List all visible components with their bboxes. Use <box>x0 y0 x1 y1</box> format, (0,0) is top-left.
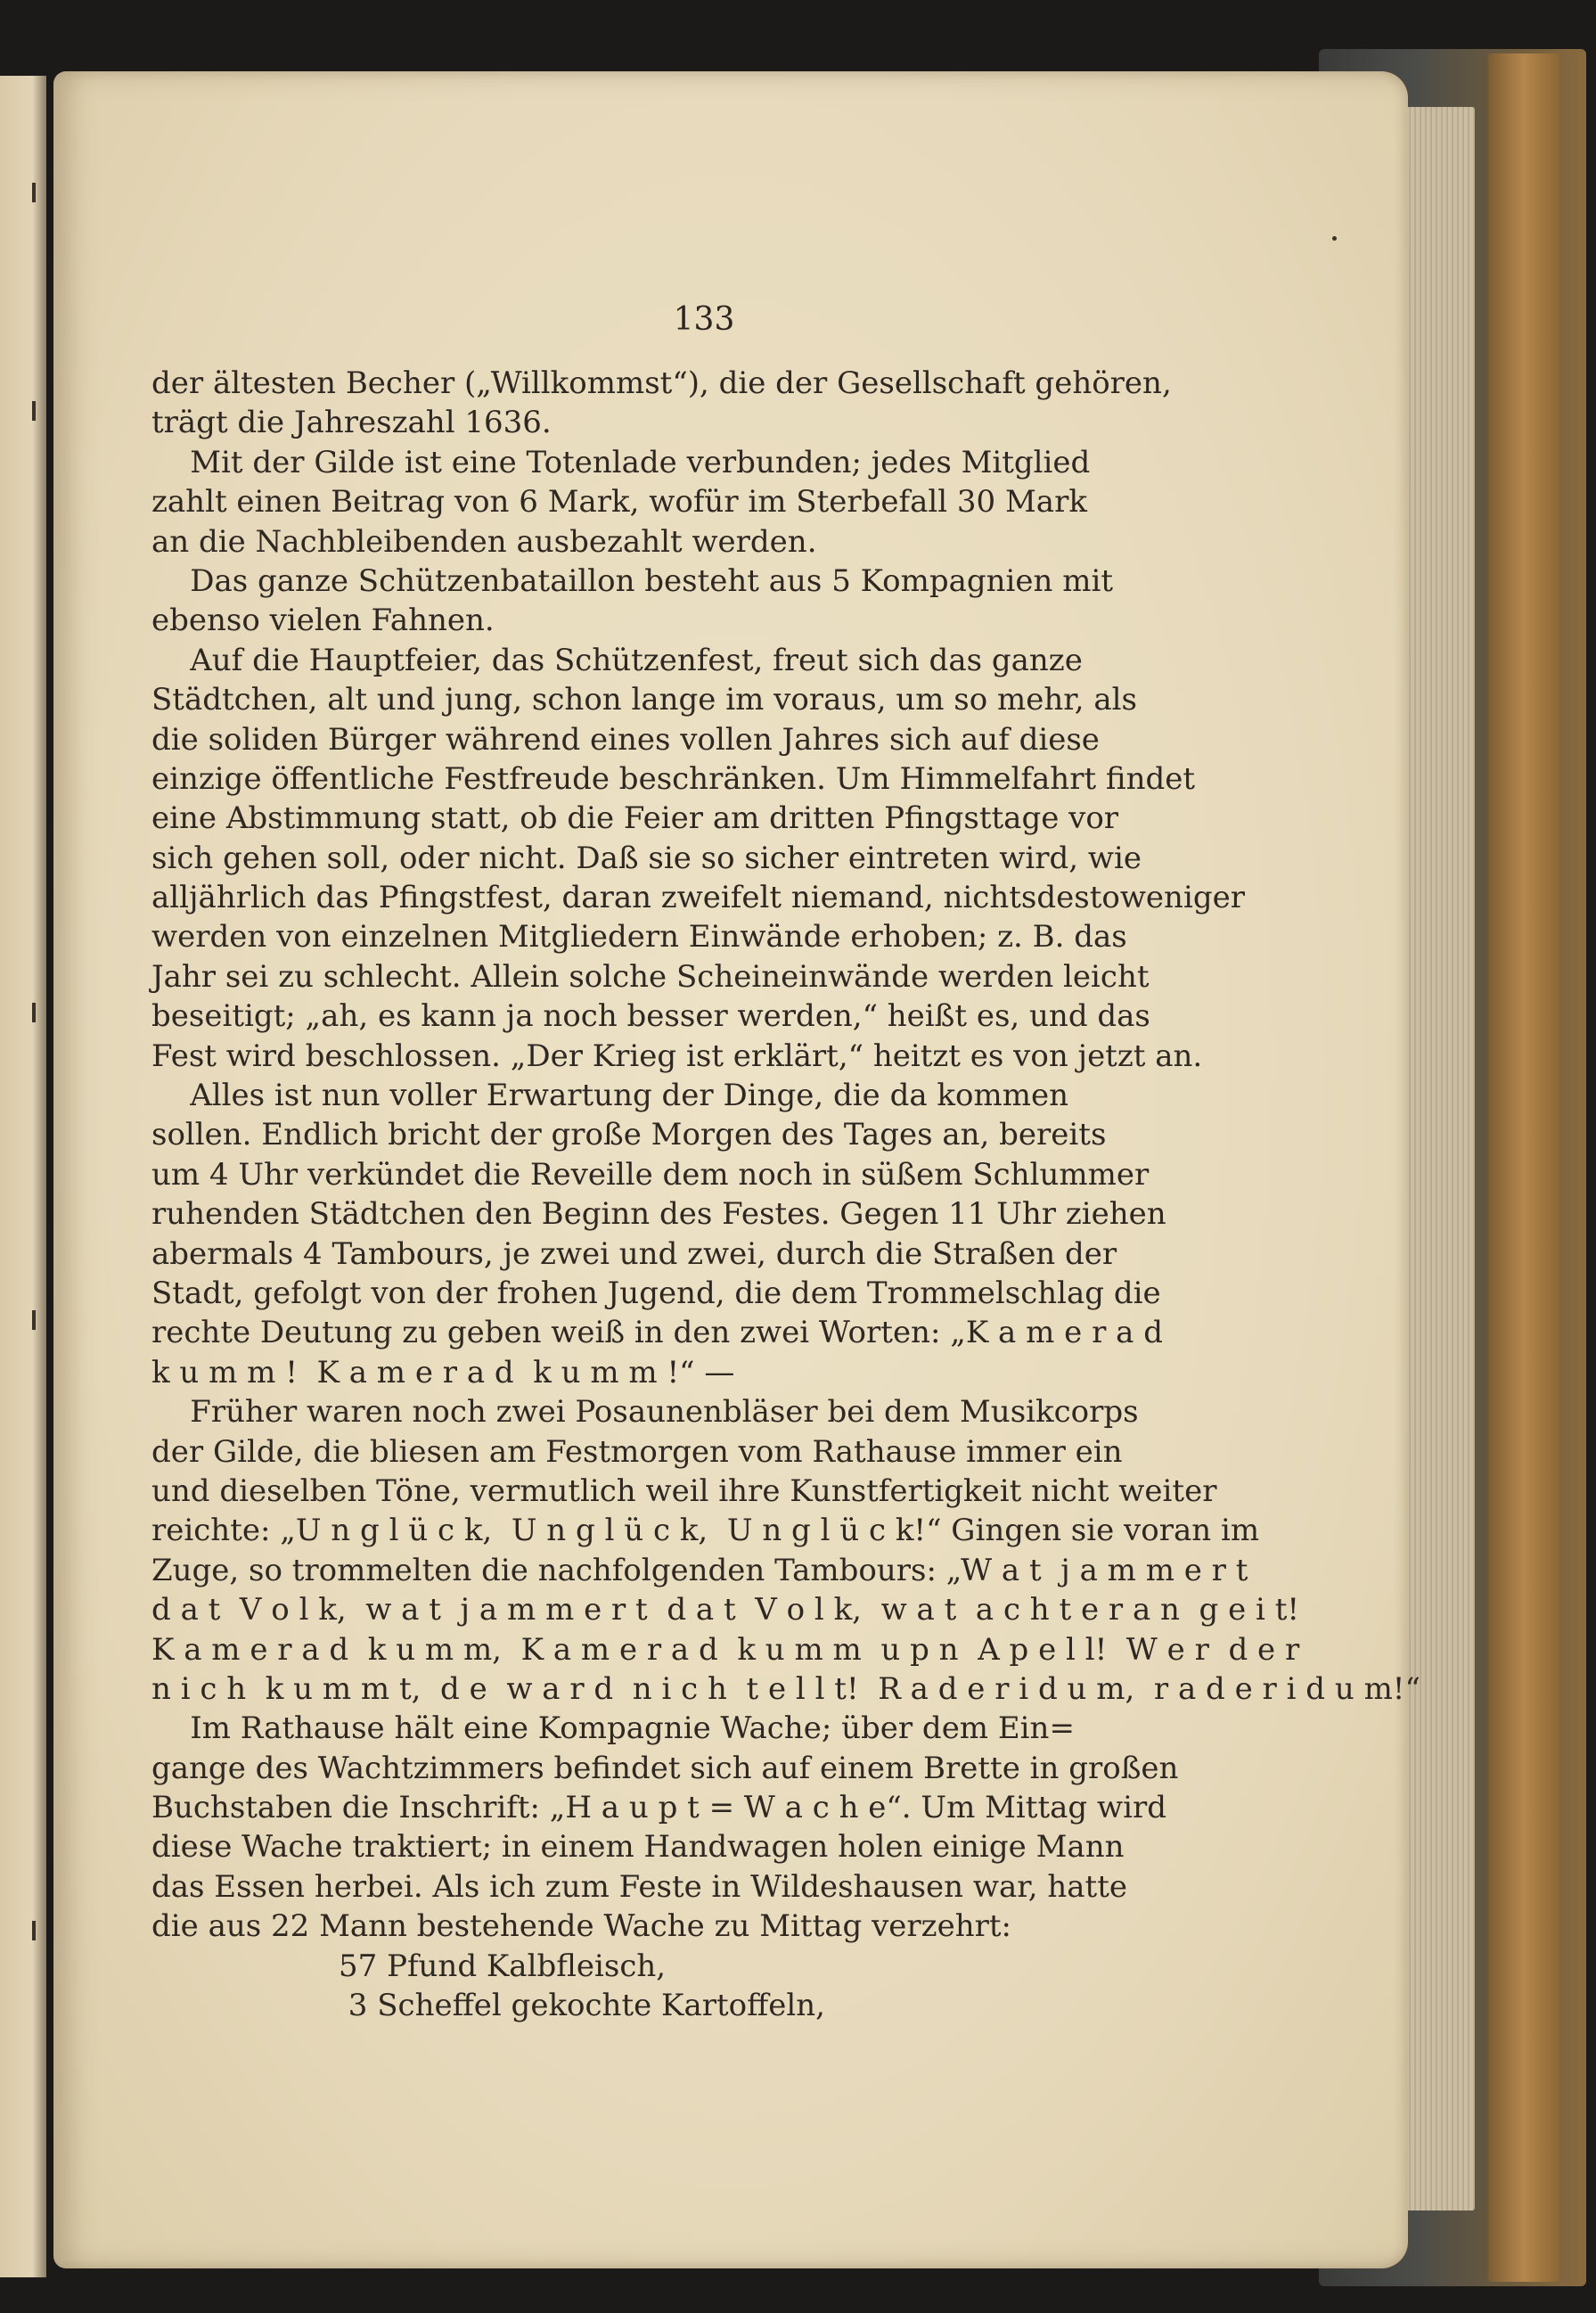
text-line: Auf die Hauptfeier, das Schützenfest, freut sich das ganze <box>151 642 1083 678</box>
text-line: d a t V o l k, w a t j a m m e r t d a t V o l k, w a t a c h t e r a n g e i t! <box>151 1592 1300 1628</box>
margin-mark <box>32 1921 36 1940</box>
text-line: Alles ist nun voller Erwartung der Dinge, die da kommen <box>151 1078 1068 1114</box>
text-line: an die Nachbleibenden ausbezahlt werden. <box>151 523 817 560</box>
text-line: sich gehen soll, oder nicht. Daß sie so sicher eintreten wird, wie <box>151 840 1142 876</box>
text-line: Mit der Gilde ist eine Totenlade verbunden; jedes Mitglied <box>151 444 1091 480</box>
text-line: alljährlich das Pfingstfest, daran zweifelt niemand, nichtsdestoweniger <box>151 880 1245 916</box>
text-line: die aus 22 Mann bestehende Wache zu Mittag verzehrt: <box>151 1908 1011 1945</box>
list-item: 57 Pfund Kalbfleisch, <box>339 1948 667 1984</box>
text-line: trägt die Jahreszahl 1636. <box>151 405 552 441</box>
text-line: abermals 4 Tambours, je zwei und zwei, durch die Straßen der <box>151 1235 1117 1272</box>
text-line: ruhenden Städtchen den Beginn des Festes. Gegen 11 Uhr ziehen <box>151 1196 1166 1233</box>
text-line: n i c h k u m m t, d e w a r d n i c h t e l l t! R a d e r i d u m, r a d e r i d u m!“ <box>151 1670 1420 1707</box>
text-line: Stadt, gefolgt von der frohen Jugend, die dem Trommelschlag die <box>151 1275 1161 1311</box>
margin-mark <box>32 1003 36 1022</box>
text-line: Das ganze Schützenbataillon besteht aus 5 Kompagnien mit <box>151 562 1114 599</box>
text-line: eine Abstimmung statt, ob die Feier am dritten Pfingsttage vor <box>151 800 1119 837</box>
text-line: zahlt einen Beitrag von 6 Mark, wofür im Sterbefall 30 Mark <box>151 484 1087 521</box>
text-line: das Essen herbei. Als ich zum Feste in Wildeshausen war, hatte <box>151 1868 1128 1905</box>
text-line: Zuge, so trommelten die nachfolgenden Tambours: „W a t j a m m e r t <box>151 1552 1248 1588</box>
text-line: und dieselben Töne, vermutlich weil ihre Kunstfertigkeit nicht weiter <box>151 1472 1217 1509</box>
book-page <box>53 71 1420 2268</box>
text-line: der Gilde, die bliesen am Festmorgen vom Rathause immer ein <box>151 1433 1123 1470</box>
text-line: einzige öffentliche Festfreude beschränken. Um Himmelfahrt findet <box>151 760 1196 797</box>
text-line: der ältesten Becher („Willkommst“), die der Gesellschaft gehören, <box>151 365 1172 401</box>
text-line: Im Rathause hält eine Kompagnie Wache; über dem Ein= <box>151 1710 1075 1747</box>
margin-mark <box>32 401 36 421</box>
cover-leather-edge <box>1488 53 1559 2282</box>
left-page-edge <box>0 76 46 2277</box>
text-line: werden von einzelnen Mitgliedern Einwände erhoben; z. B. das <box>151 919 1127 956</box>
text-line: gange des Wachtzimmers befindet sich auf einem Brette in großen <box>151 1750 1179 1786</box>
text-line: Städtchen, alt und jung, schon lange im voraus, um so mehr, als <box>151 682 1137 718</box>
margin-mark <box>32 1310 36 1330</box>
page-body-text <box>151 364 1420 2025</box>
text-line: beseitigt; „ah, es kann ja noch besser werden,“ heißt es, und das <box>151 998 1150 1035</box>
text-line: um 4 Uhr verkündet die Reveille dem noch in süßem Schlummer <box>151 1156 1150 1193</box>
text-line: rechte Deutung zu geben weiß in den zwei Worten: „K a m e r a d <box>151 1315 1163 1351</box>
text-line: Fest wird beschlossen. „Der Krieg ist erklärt,“ heitzt es von jetzt an. <box>151 1038 1203 1074</box>
page-number: 133 <box>673 301 735 338</box>
text-line: ebenso vielen Fahnen. <box>151 603 495 639</box>
list-item: 3 Scheffel gekochte Kartoffeln, <box>339 1988 825 2024</box>
text-line: Jahr sei zu schlecht. Allein solche Scheineinwände werden leicht <box>151 958 1150 995</box>
margin-dot <box>1332 236 1337 241</box>
text-line: k u m m ! K a m e r a d k u m m !“ — <box>151 1354 735 1390</box>
text-line: reichte: „U n g l ü c k, U n g l ü c k, U n g l ü c k!“ Gingen sie voran im <box>151 1513 1260 1549</box>
text-line: K a m e r a d k u m m, K a m e r a d k u m m u p n A p e l l! W e r d e r <box>151 1631 1300 1668</box>
text-line: Früher waren noch zwei Posaunenbläser bei dem Musikcorps <box>151 1394 1139 1431</box>
text-line: die soliden Bürger während eines vollen Jahres sich auf diese <box>151 721 1100 758</box>
text-line: Buchstaben die Inschrift: „H a u p t = W a c h e“. Um Mittag wird <box>151 1790 1166 1826</box>
text-line: sollen. Endlich bricht der große Morgen des Tages an, bereits <box>151 1117 1107 1153</box>
text-line: diese Wache traktiert; in einem Handwagen holen einige Mann <box>151 1829 1125 1866</box>
margin-mark <box>32 183 36 202</box>
